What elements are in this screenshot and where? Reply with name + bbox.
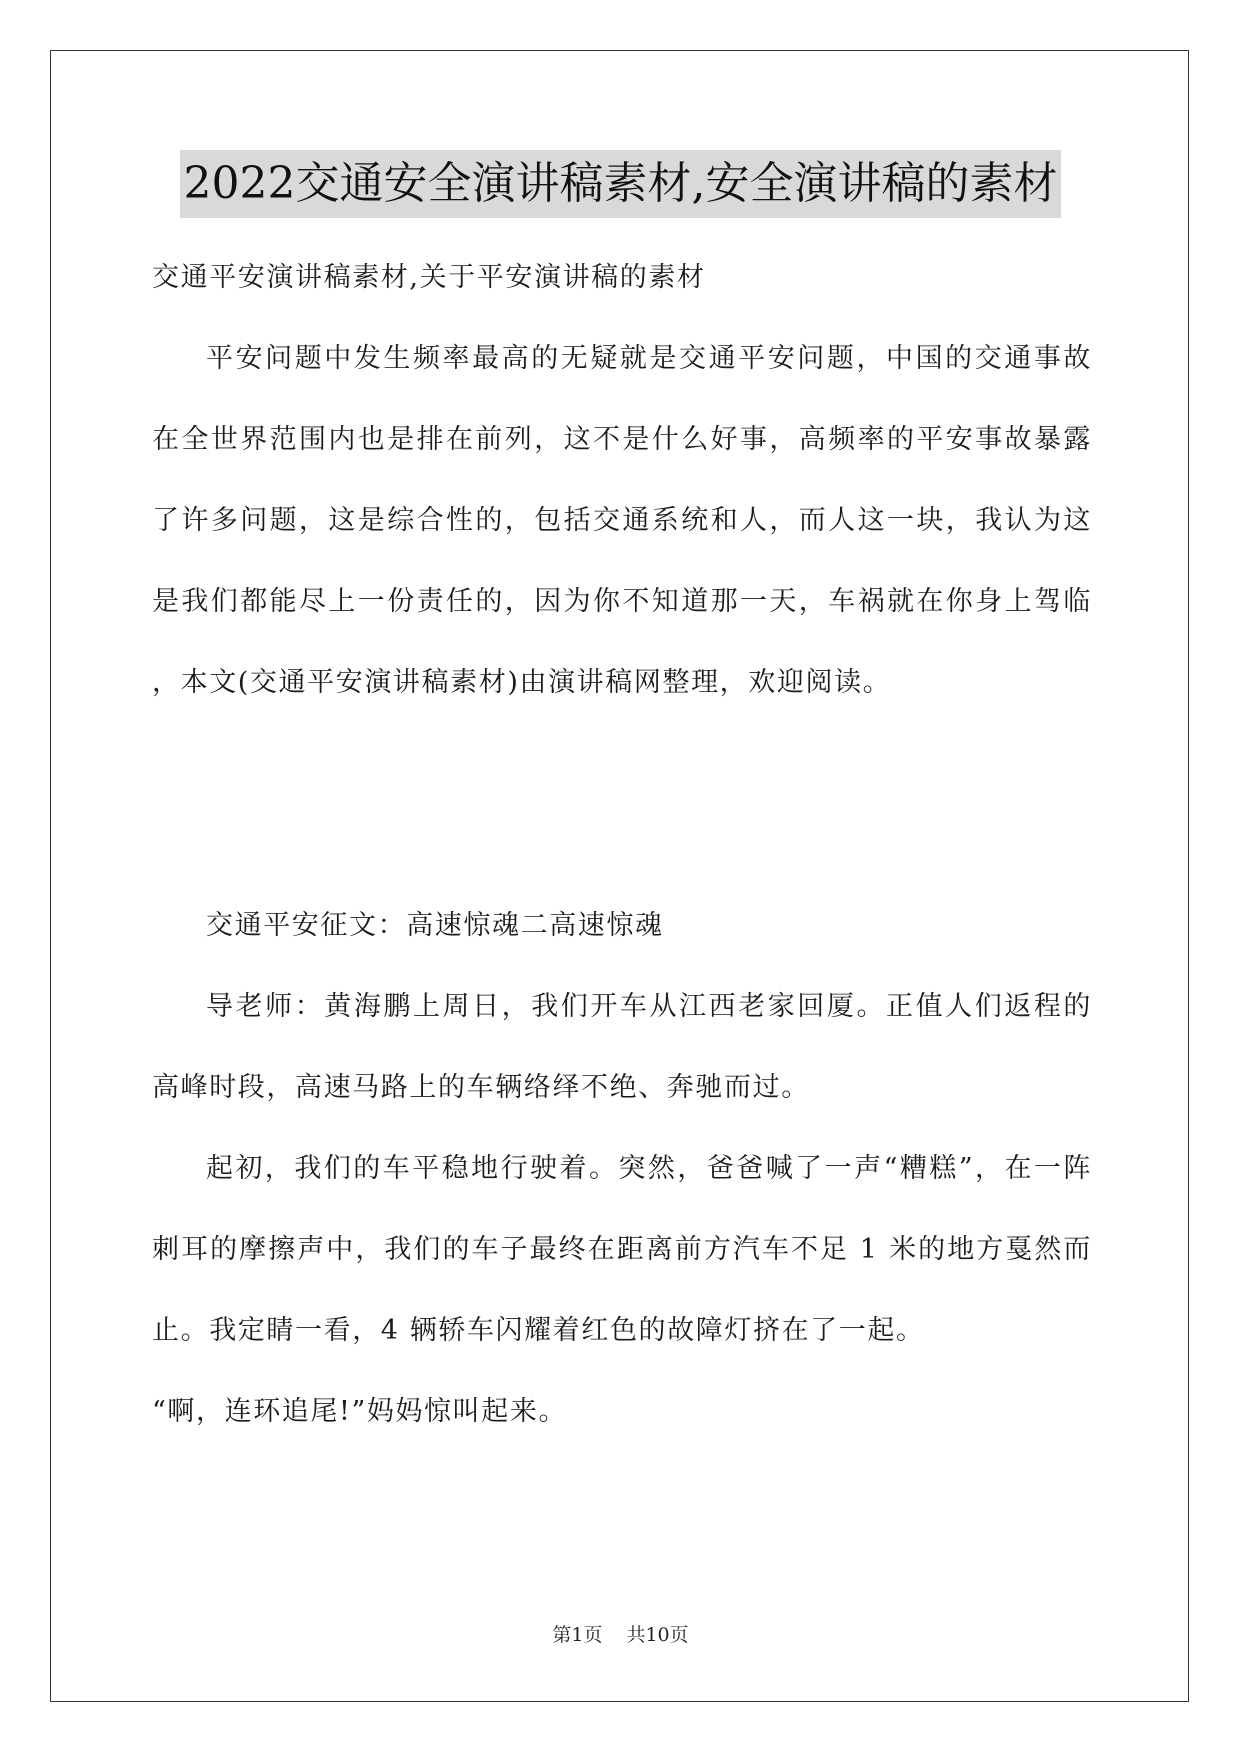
- document-body: [152, 237, 1092, 1452]
- document-title: 2022交通安全演讲稿素材,安全演讲稿的素材: [180, 150, 1062, 218]
- page-number: 第1页: [552, 1624, 603, 1646]
- section-heading: 交通平安征文：高速惊魂二高速惊魂: [206, 910, 664, 941]
- document-subtitle: 交通平安演讲稿素材,关于平安演讲稿的素材: [152, 262, 706, 293]
- body-paragraph: 起初，我们的车平稳地行驶着。突然，爸爸喊了一声“糟糕”，在一阵刺耳的摩擦声中，我们的车子最终在距离前方汽车不足 1 米的地方戛然而止。我定睛一看，4 辆轿车闪耀着红色的故障灯挤在了一起。: [152, 1153, 1092, 1346]
- intro-paragraph: 平安问题中发生频率最高的无疑就是交通平安问题，中国的交通事故在全世界范围内也是排在前列，这不是什么好事，高频率的平安事故暴露了许多问题，这是综合性的，包括交通系统和人，而人这一块，我认为这是我们都能尽上一份责任的，因为你不知道那一天，车祸就在你身上驾临 ，本文(交通平安演讲稿素材)由演讲稿网整理，欢迎阅读。: [152, 343, 1092, 698]
- section-spacer: [152, 723, 1092, 885]
- body-paragraph: 导老师：黄海鹏上周日，我们开车从江西老家回厦。正值人们返程的高峰时段，高速马路上的车辆络绎不绝、奔驰而过。: [152, 991, 1092, 1103]
- closing-line: “啊，连环追尾!”妈妈惊叫起来。: [152, 1396, 568, 1427]
- title-container: [0, 150, 1241, 218]
- page-total: 共10页: [626, 1624, 689, 1646]
- page-footer: [0, 1620, 1241, 1647]
